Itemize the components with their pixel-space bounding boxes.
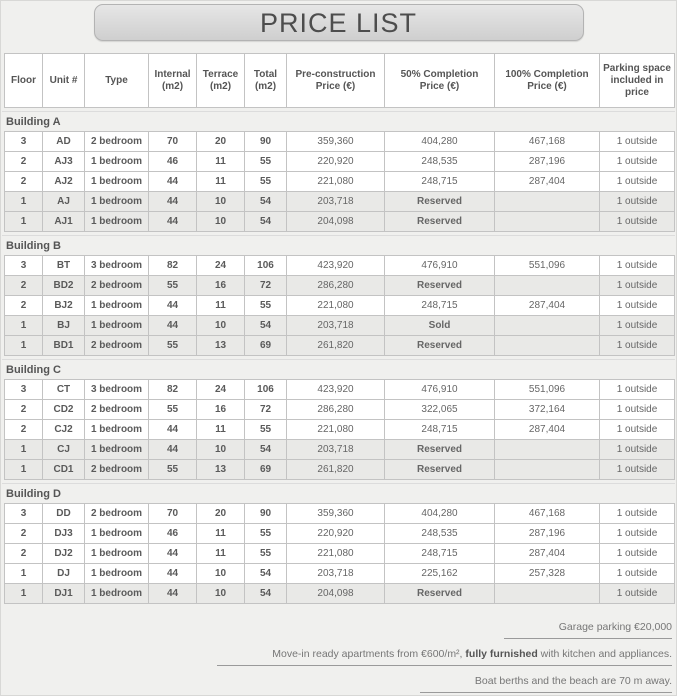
cell-pre_construction: 261,820 [287,460,385,480]
cell-parking: 1 outside [600,336,675,356]
cell-pre_construction: 286,280 [287,400,385,420]
cell-completion_100 [495,316,600,336]
cell-total: 55 [245,152,287,172]
cell-parking: 1 outside [600,420,675,440]
cell-unit: AJ [43,192,85,212]
cell-type: 1 bedroom [85,192,149,212]
table-row [5,316,675,336]
cell-pre_construction: 203,718 [287,440,385,460]
cell-parking: 1 outside [600,460,675,480]
cell-pre_construction: 359,360 [287,132,385,152]
cell-terrace: 11 [197,524,245,544]
cell-unit: BT [43,256,85,276]
building-label: Building C [2,359,675,379]
cell-completion_100: 287,196 [495,524,600,544]
note-text [504,621,672,639]
building-section [1,359,676,480]
cell-terrace: 20 [197,132,245,152]
cell-total: 90 [245,504,287,524]
column-header-type: Type [85,54,149,108]
table-row [5,440,675,460]
cell-type: 1 bedroom [85,584,149,604]
building-label: Building D [2,483,675,503]
cell-internal: 44 [149,584,197,604]
cell-unit: AJ2 [43,172,85,192]
cell-pre_construction: 203,718 [287,192,385,212]
cell-pre_construction: 220,920 [287,524,385,544]
cell-completion_50: 248,715 [385,172,495,192]
column-header-total: Total (m2) [245,54,287,108]
cell-internal: 55 [149,336,197,356]
cell-unit: BD2 [43,276,85,296]
cell-internal: 44 [149,316,197,336]
cell-terrace: 24 [197,256,245,276]
cell-unit: DJ1 [43,584,85,604]
cell-completion_50: 476,910 [385,380,495,400]
cell-total: 55 [245,420,287,440]
table-row [5,296,675,316]
cell-completion_50: Reserved [385,336,495,356]
cell-type: 3 bedroom [85,380,149,400]
cell-terrace: 10 [197,192,245,212]
cell-type: 1 bedroom [85,564,149,584]
cell-type: 1 bedroom [85,544,149,564]
column-header-parking: Parking space included in price [600,54,675,108]
cell-completion_100: 257,328 [495,564,600,584]
cell-internal: 55 [149,400,197,420]
column-header-pre_construction: Pre-construction Price (€) [287,54,385,108]
cell-internal: 82 [149,380,197,400]
table-row [5,400,675,420]
table-row [5,420,675,440]
cell-terrace: 11 [197,152,245,172]
cell-floor: 1 [5,192,43,212]
cell-terrace: 11 [197,296,245,316]
column-header-internal: Internal (m2) [149,54,197,108]
cell-pre_construction: 221,080 [287,544,385,564]
cell-parking: 1 outside [600,256,675,276]
building-table [4,131,675,232]
column-header-completion_50: 50% Completion Price (€) [385,54,495,108]
cell-total: 106 [245,256,287,276]
cell-completion_50: 248,715 [385,296,495,316]
cell-internal: 44 [149,212,197,232]
cell-type: 3 bedroom [85,256,149,276]
table-row [5,152,675,172]
cell-total: 55 [245,524,287,544]
column-header-row [5,54,675,108]
cell-type: 1 bedroom [85,296,149,316]
cell-completion_100 [495,440,600,460]
cell-internal: 44 [149,564,197,584]
column-header-floor: Floor [5,54,43,108]
cell-total: 54 [245,212,287,232]
cell-type: 2 bedroom [85,336,149,356]
cell-total: 69 [245,460,287,480]
cell-completion_50: Reserved [385,460,495,480]
cell-pre_construction: 221,080 [287,172,385,192]
cell-type: 1 bedroom [85,524,149,544]
cell-parking: 1 outside [600,296,675,316]
cell-pre_construction: 203,718 [287,564,385,584]
cell-internal: 46 [149,524,197,544]
cell-completion_100: 551,096 [495,256,600,276]
cell-unit: AJ3 [43,152,85,172]
cell-completion_50: Reserved [385,276,495,296]
cell-unit: AJ1 [43,212,85,232]
cell-type: 2 bedroom [85,132,149,152]
note-text [217,648,672,666]
cell-completion_100: 287,404 [495,544,600,564]
building-label: Building B [2,235,675,255]
cell-pre_construction: 221,080 [287,420,385,440]
cell-internal: 70 [149,504,197,524]
cell-completion_50: 248,535 [385,152,495,172]
cell-type: 2 bedroom [85,276,149,296]
cell-floor: 2 [5,172,43,192]
cell-terrace: 24 [197,380,245,400]
cell-parking: 1 outside [600,440,675,460]
cell-unit: BD1 [43,336,85,356]
cell-floor: 2 [5,296,43,316]
cell-terrace: 16 [197,276,245,296]
cell-unit: DD [43,504,85,524]
note-segment: Garage parking €20,000 [558,621,672,633]
cell-type: 2 bedroom [85,460,149,480]
cell-completion_100: 467,168 [495,132,600,152]
cell-completion_100: 287,196 [495,152,600,172]
cell-type: 2 bedroom [85,504,149,524]
cell-parking: 1 outside [600,504,675,524]
cell-total: 69 [245,336,287,356]
note-bold-segment: fully furnished [465,648,538,660]
footer-notes [1,617,676,693]
cell-pre_construction: 359,360 [287,504,385,524]
cell-total: 72 [245,276,287,296]
cell-completion_50: 225,162 [385,564,495,584]
cell-internal: 44 [149,544,197,564]
cell-parking: 1 outside [600,584,675,604]
cell-terrace: 20 [197,504,245,524]
cell-completion_100 [495,584,600,604]
cell-parking: 1 outside [600,192,675,212]
cell-parking: 1 outside [600,380,675,400]
cell-parking: 1 outside [600,400,675,420]
cell-total: 54 [245,564,287,584]
building-label: Building A [2,111,675,131]
column-header-unit: Unit # [43,54,85,108]
cell-total: 54 [245,316,287,336]
cell-total: 54 [245,440,287,460]
cell-floor: 2 [5,544,43,564]
cell-internal: 70 [149,132,197,152]
table-row [5,544,675,564]
note-segment: Move-in ready apartments from €600/m², [272,648,466,660]
cell-completion_50: Reserved [385,192,495,212]
cell-pre_construction: 423,920 [287,380,385,400]
cell-parking: 1 outside [600,276,675,296]
cell-internal: 44 [149,172,197,192]
cell-unit: CD1 [43,460,85,480]
cell-unit: BJ2 [43,296,85,316]
cell-completion_100 [495,460,600,480]
cell-completion_100: 372,164 [495,400,600,420]
cell-completion_50: Sold [385,316,495,336]
table-row [5,380,675,400]
building-table [4,255,675,356]
cell-completion_50: 404,280 [385,132,495,152]
cell-floor: 1 [5,316,43,336]
cell-internal: 55 [149,276,197,296]
table-row [5,256,675,276]
note-segment: Boat berths and the beach are 70 m away. [474,675,672,687]
note [1,644,672,666]
cell-floor: 1 [5,212,43,232]
cell-completion_50: 248,715 [385,544,495,564]
table-row [5,524,675,544]
note [1,617,672,639]
page-title: PRICE LIST [94,4,584,41]
building-section [1,111,676,232]
cell-terrace: 13 [197,336,245,356]
cell-floor: 1 [5,440,43,460]
cell-completion_50: 322,065 [385,400,495,420]
column-header-terrace: Terrace (m2) [197,54,245,108]
cell-unit: CD2 [43,400,85,420]
cell-completion_50: Reserved [385,440,495,460]
cell-internal: 44 [149,420,197,440]
cell-floor: 2 [5,400,43,420]
cell-completion_100 [495,212,600,232]
table-row [5,504,675,524]
cell-pre_construction: 204,098 [287,584,385,604]
cell-total: 55 [245,544,287,564]
cell-total: 55 [245,172,287,192]
cell-completion_100 [495,192,600,212]
cell-terrace: 11 [197,172,245,192]
cell-floor: 3 [5,256,43,276]
table-header-block [1,53,676,108]
cell-total: 55 [245,296,287,316]
table-row [5,584,675,604]
cell-type: 1 bedroom [85,420,149,440]
cell-parking: 1 outside [600,544,675,564]
cell-total: 90 [245,132,287,152]
table-row [5,460,675,480]
cell-completion_100 [495,276,600,296]
cell-floor: 1 [5,336,43,356]
cell-internal: 46 [149,152,197,172]
column-header-table [4,53,675,108]
cell-pre_construction: 203,718 [287,316,385,336]
cell-parking: 1 outside [600,564,675,584]
building-section [1,483,676,604]
cell-parking: 1 outside [600,172,675,192]
cell-completion_50: 476,910 [385,256,495,276]
cell-type: 1 bedroom [85,212,149,232]
table-row [5,172,675,192]
cell-pre_construction: 423,920 [287,256,385,276]
cell-unit: CJ2 [43,420,85,440]
cell-terrace: 11 [197,420,245,440]
table-row [5,132,675,152]
cell-terrace: 11 [197,544,245,564]
cell-pre_construction: 286,280 [287,276,385,296]
building-table [4,503,675,604]
cell-completion_100: 287,404 [495,420,600,440]
building-section [1,235,676,356]
cell-floor: 1 [5,460,43,480]
cell-parking: 1 outside [600,524,675,544]
cell-floor: 2 [5,276,43,296]
cell-completion_100: 287,404 [495,296,600,316]
cell-completion_50: Reserved [385,212,495,232]
cell-internal: 44 [149,440,197,460]
cell-terrace: 13 [197,460,245,480]
cell-completion_50: Reserved [385,584,495,604]
cell-floor: 3 [5,380,43,400]
table-row [5,564,675,584]
cell-completion_100: 551,096 [495,380,600,400]
cell-terrace: 10 [197,316,245,336]
table-row [5,192,675,212]
building-sections [1,111,676,604]
table-row [5,212,675,232]
cell-type: 1 bedroom [85,152,149,172]
cell-floor: 2 [5,524,43,544]
note-segment: with kitchen and appliances. [537,648,672,660]
cell-type: 1 bedroom [85,316,149,336]
cell-internal: 82 [149,256,197,276]
table-row [5,336,675,356]
table-row [5,276,675,296]
cell-floor: 2 [5,152,43,172]
cell-parking: 1 outside [600,152,675,172]
cell-floor: 3 [5,504,43,524]
column-header-completion_100: 100% Completion Price (€) [495,54,600,108]
cell-completion_100: 467,168 [495,504,600,524]
cell-total: 106 [245,380,287,400]
cell-pre_construction: 204,098 [287,212,385,232]
cell-terrace: 10 [197,440,245,460]
cell-completion_50: 404,280 [385,504,495,524]
cell-floor: 1 [5,584,43,604]
cell-floor: 3 [5,132,43,152]
cell-pre_construction: 220,920 [287,152,385,172]
cell-unit: DJ [43,564,85,584]
cell-unit: BJ [43,316,85,336]
cell-internal: 44 [149,192,197,212]
cell-internal: 55 [149,460,197,480]
cell-unit: CJ [43,440,85,460]
cell-parking: 1 outside [600,212,675,232]
note-text [420,675,672,693]
cell-parking: 1 outside [600,132,675,152]
cell-unit: DJ2 [43,544,85,564]
cell-total: 54 [245,584,287,604]
cell-internal: 44 [149,296,197,316]
cell-unit: AD [43,132,85,152]
cell-pre_construction: 221,080 [287,296,385,316]
cell-unit: DJ3 [43,524,85,544]
cell-type: 1 bedroom [85,172,149,192]
cell-completion_50: 248,535 [385,524,495,544]
cell-completion_50: 248,715 [385,420,495,440]
cell-unit: CT [43,380,85,400]
cell-terrace: 16 [197,400,245,420]
cell-total: 72 [245,400,287,420]
note [1,671,672,693]
cell-terrace: 10 [197,584,245,604]
cell-completion_100: 287,404 [495,172,600,192]
cell-floor: 2 [5,420,43,440]
cell-floor: 1 [5,564,43,584]
cell-type: 2 bedroom [85,400,149,420]
cell-total: 54 [245,192,287,212]
cell-parking: 1 outside [600,316,675,336]
cell-terrace: 10 [197,212,245,232]
cell-type: 1 bedroom [85,440,149,460]
cell-completion_100 [495,336,600,356]
cell-pre_construction: 261,820 [287,336,385,356]
cell-terrace: 10 [197,564,245,584]
building-table [4,379,675,480]
